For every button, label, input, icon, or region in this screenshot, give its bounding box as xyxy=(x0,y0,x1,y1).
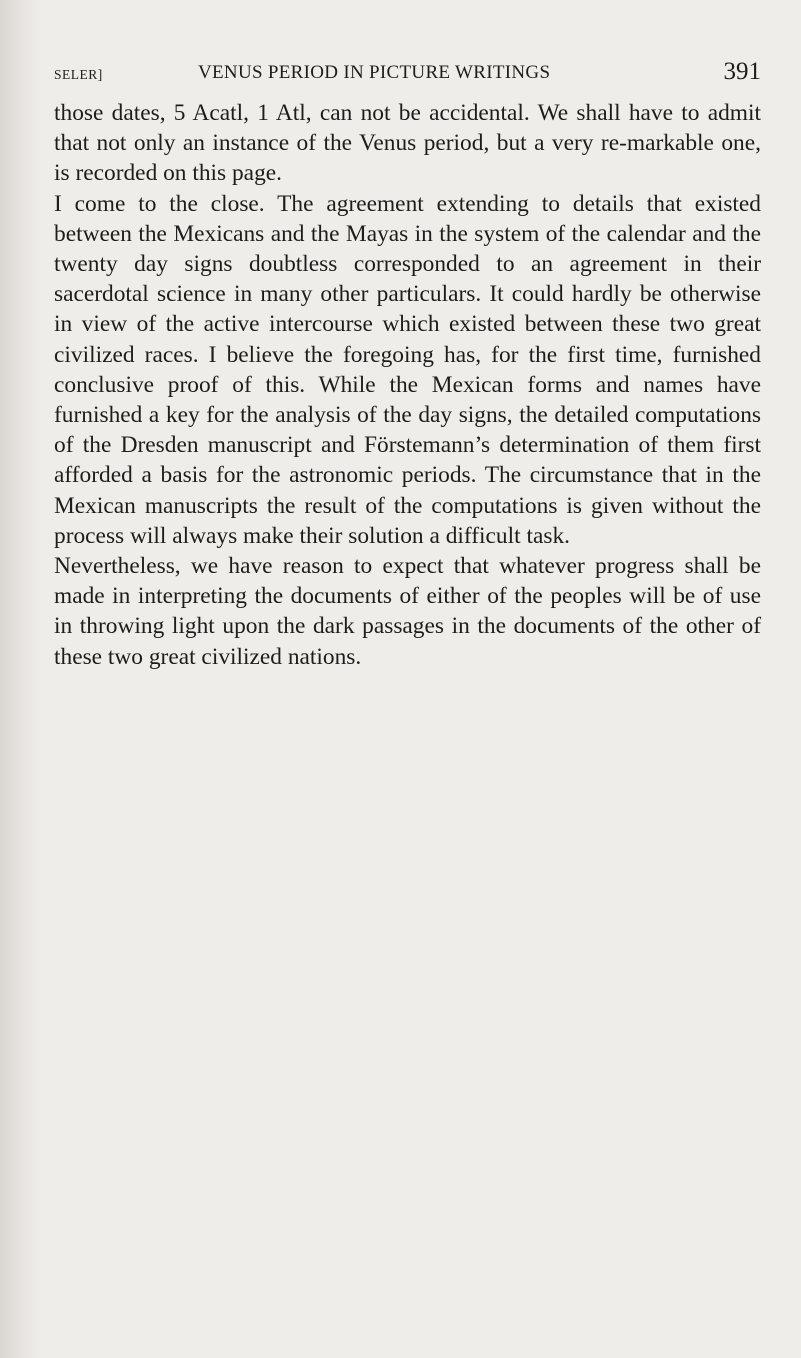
body-text xyxy=(54,98,761,672)
page-edge-shadow xyxy=(0,0,42,1358)
paragraph-1: those dates, 5 Acatl, 1 Atl, can not be accidental. We shall have to admit that not only an instance of the Venus period, but a very re-markable one, is recorded on this page. xyxy=(54,100,761,187)
paragraph-2: I come to the close. The agreement extending to details that existed between the Mexicans and the Mayas in the system of the calendar and the twenty day signs doubtless corresponded to an agreement in their sacerdotal science in many other particulars. It could hardly be otherwise in view of the active intercourse which existed between these two great civilized races. I believe the foregoing has, for the first time, furnished conclusive proof of this. While the Mexican forms and names have furnished a key for the analysis of the day signs, the detailed computations of the Dresden manuscript and Förstemann’s determination of them first afforded a basis for the astronomic periods. The circumstance that in the Mexican manuscripts the result of the computations is given without the process will always make their solution a difficult task. xyxy=(54,190,761,549)
running-header-author: SELER] xyxy=(54,67,103,82)
page-number: 391 xyxy=(723,58,761,85)
running-header-title: VENUS PERIOD IN PICTURE WRITINGS xyxy=(198,62,551,83)
running-header xyxy=(54,58,761,92)
paragraph-3: Nevertheless, we have reason to expect that whatever progress shall be made in interpreting the documents of either of the peoples will be of use in throwing light upon the dark passages in the documents of the other of these two great civilized nations. xyxy=(54,553,761,670)
